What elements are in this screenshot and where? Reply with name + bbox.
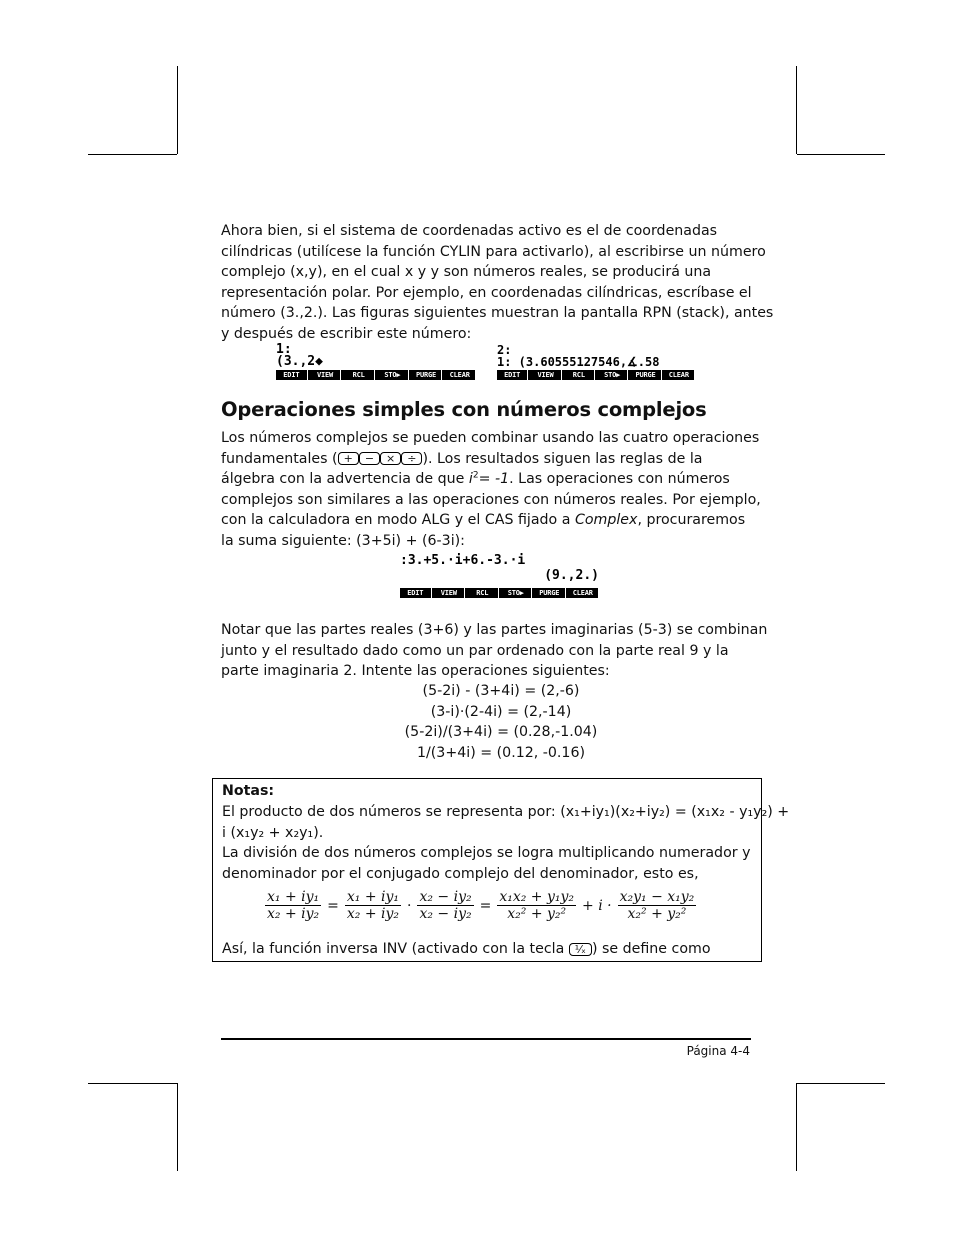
- denominator: x₂² + y₂²: [627, 906, 687, 922]
- softkey-rcl: RCL: [343, 370, 375, 380]
- imaginary-unit: i: [468, 471, 473, 488]
- numerator: x₂ − iy₂: [419, 889, 472, 905]
- softkey-purge: PURGE: [534, 588, 566, 598]
- denominator: x₂ + iy₂: [346, 906, 400, 922]
- mode-name: Complex: [574, 512, 638, 529]
- softkey-view: VIEW: [434, 588, 466, 598]
- fraction: [497, 889, 576, 922]
- notes-line: i (x₁y₂ + x₂y₁).: [222, 825, 324, 841]
- dot-operator: ·: [407, 897, 412, 914]
- notes-box: [212, 778, 790, 962]
- notes-line: [222, 939, 711, 960]
- crop-mark: [177, 1083, 178, 1171]
- text-line: complejo (x,y), en el cual x y y son números reales, se producirá una: [221, 264, 712, 281]
- operation-line: 1/(3+4i) = (0.12, -0.16): [416, 744, 586, 761]
- softkey-purge: PURGE: [630, 370, 661, 380]
- softkey-sto: STO▶: [501, 588, 533, 598]
- crop-mark: [796, 66, 797, 154]
- result-paragraph: [221, 620, 768, 682]
- fraction: [265, 889, 321, 922]
- operation-line: (3-i)·(2-4i) = (2,-14): [430, 703, 572, 720]
- crop-mark: [88, 1083, 177, 1084]
- stack-entry: (3.,2◆: [276, 354, 323, 369]
- softkey-clear: CLEAR: [568, 588, 600, 598]
- softkey-rcl: RCL: [467, 588, 499, 598]
- numerator: x₂y₁ − x₁y₂: [619, 889, 695, 905]
- text-line: y después de escribir este número:: [221, 325, 472, 342]
- text-line: [221, 469, 761, 490]
- crop-mark: [177, 66, 178, 154]
- minus-key: −: [359, 452, 380, 465]
- entry-expression: :3.+5.·i+6.-3.·i: [400, 553, 526, 568]
- text-line: [221, 510, 761, 531]
- equals-sign: =: [479, 897, 492, 914]
- intro-paragraph: [221, 221, 774, 345]
- text-fragment: ). Los resultados siguen las reglas de la: [422, 450, 703, 467]
- result-value: (9.,2.): [544, 568, 599, 583]
- softkey-view: VIEW: [310, 370, 342, 380]
- text-line: representación polar. Por ejemplo, en coordenadas cilíndricas, escríbase el: [221, 284, 752, 301]
- text-fragment: Así, la función inversa INV (activado con la tecla: [222, 941, 569, 957]
- stack-entry: 1: (3.60555127546,∡.58: [497, 355, 660, 368]
- notes-line: El producto de dos números se representa por: (x₁+iy₁)(x₂+iy₂) = (x₁x₂ - y₁y₂) +: [222, 804, 790, 820]
- denominator: x₂ − iy₂: [419, 906, 472, 922]
- footer-rule: [221, 1038, 751, 1040]
- plus-i-operator: + i ·: [582, 897, 612, 914]
- text-line: la suma siguiente: (3+5i) + (6-3i):: [221, 532, 465, 549]
- denominator: x₂² + y₂²: [507, 906, 567, 922]
- text-fragment: , procuraremos: [637, 512, 746, 529]
- page-number: Página 4-4: [686, 1044, 750, 1058]
- text-fragment: con la calculadora en modo ALG y el CAS fijado a: [221, 512, 575, 529]
- text-line: [221, 449, 761, 470]
- softkey-menu: [400, 588, 599, 598]
- numerator: x₁ + iy₁: [267, 889, 320, 905]
- softkey-view: VIEW: [530, 370, 561, 380]
- exponent: 2: [472, 470, 479, 481]
- text-line: junto y el resultado dado como un par ordenado con la parte real 9 y la: [221, 642, 729, 659]
- calculator-screen-after: [497, 344, 695, 380]
- stack-level-2-label: 2:: [497, 344, 512, 357]
- softkey-edit: EDIT: [276, 370, 308, 380]
- numerator: x₁x₂ + y₁y₂: [499, 889, 575, 905]
- stack-level-1-label: 1:: [276, 342, 292, 357]
- notes-line: La división de dos números complejos se logra multiplicando numerador y: [222, 845, 751, 861]
- equation: = -1: [478, 471, 510, 488]
- softkey-clear: CLEAR: [444, 370, 476, 380]
- division-formula: [265, 889, 696, 922]
- fraction: [417, 889, 473, 922]
- text-fragment: . Las operaciones con números: [509, 471, 730, 488]
- text-fragment: álgebra con la advertencia de que: [221, 471, 469, 488]
- equals-sign: =: [327, 897, 339, 914]
- multiply-key: ×: [380, 452, 401, 465]
- text-line: Los números complejos se pueden combinar usando las cuatro operaciones: [221, 430, 760, 446]
- crop-mark: [797, 1083, 885, 1084]
- notes-line: denominador por el conjugado complejo del denominador, esto es,: [222, 866, 699, 882]
- text-line: complejos son similares a las operaciones con números reales. Por ejemplo,: [221, 491, 761, 508]
- softkey-edit: EDIT: [497, 370, 528, 380]
- softkey-rcl: RCL: [564, 370, 595, 380]
- numerator: x₁ + iy₁: [346, 889, 400, 905]
- softkey-sto: STO▶: [597, 370, 628, 380]
- text-line: Notar que las partes reales (3+6) y las partes imaginarias (5-3) se combinan: [221, 622, 768, 638]
- fraction: [618, 889, 697, 922]
- crop-mark: [88, 154, 177, 155]
- softkey-edit: EDIT: [400, 588, 432, 598]
- softkey-sto: STO▶: [377, 370, 409, 380]
- softkey-purge: PURGE: [411, 370, 443, 380]
- operation-line: (5-2i) - (3+4i) = (2,-6): [422, 683, 580, 699]
- inverse-key-icon: ¹⁄ₓ: [569, 943, 592, 956]
- crop-mark: [796, 1083, 797, 1171]
- softkey-clear: CLEAR: [664, 370, 695, 380]
- softkey-menu: [497, 370, 695, 380]
- fraction: [345, 889, 401, 922]
- notes-title: Notas:: [222, 783, 275, 799]
- crop-mark: [797, 154, 885, 155]
- operation-line: (5-2i)/(3+4i) = (0.28,-1.04): [404, 724, 598, 741]
- text-fragment: ) se define como: [591, 941, 711, 957]
- section-heading: Operaciones simples con números complejos: [221, 398, 707, 421]
- text-line: parte imaginaria 2. Intente las operaciones siguientes:: [221, 663, 610, 680]
- divide-key: ÷: [401, 452, 422, 465]
- calculator-screen-before: [276, 344, 476, 380]
- example-operations: [221, 681, 781, 763]
- denominator: x₂ + iy₂: [267, 906, 320, 922]
- operations-paragraph: [221, 428, 761, 552]
- plus-key: +: [338, 452, 359, 465]
- text-line: número (3.,2.). Las figuras siguientes muestran la pantalla RPN (stack), antes: [221, 305, 774, 322]
- text-fragment: fundamentales (: [221, 450, 338, 467]
- text-line: cilíndricas (utilícese la función CYLIN para activarlo), al escribirse un número: [221, 243, 766, 260]
- calculator-screen-sum: [400, 553, 599, 598]
- text-line: Ahora bien, si el sistema de coordenadas activo es el de coordenadas: [221, 223, 718, 239]
- softkey-menu: [276, 370, 476, 380]
